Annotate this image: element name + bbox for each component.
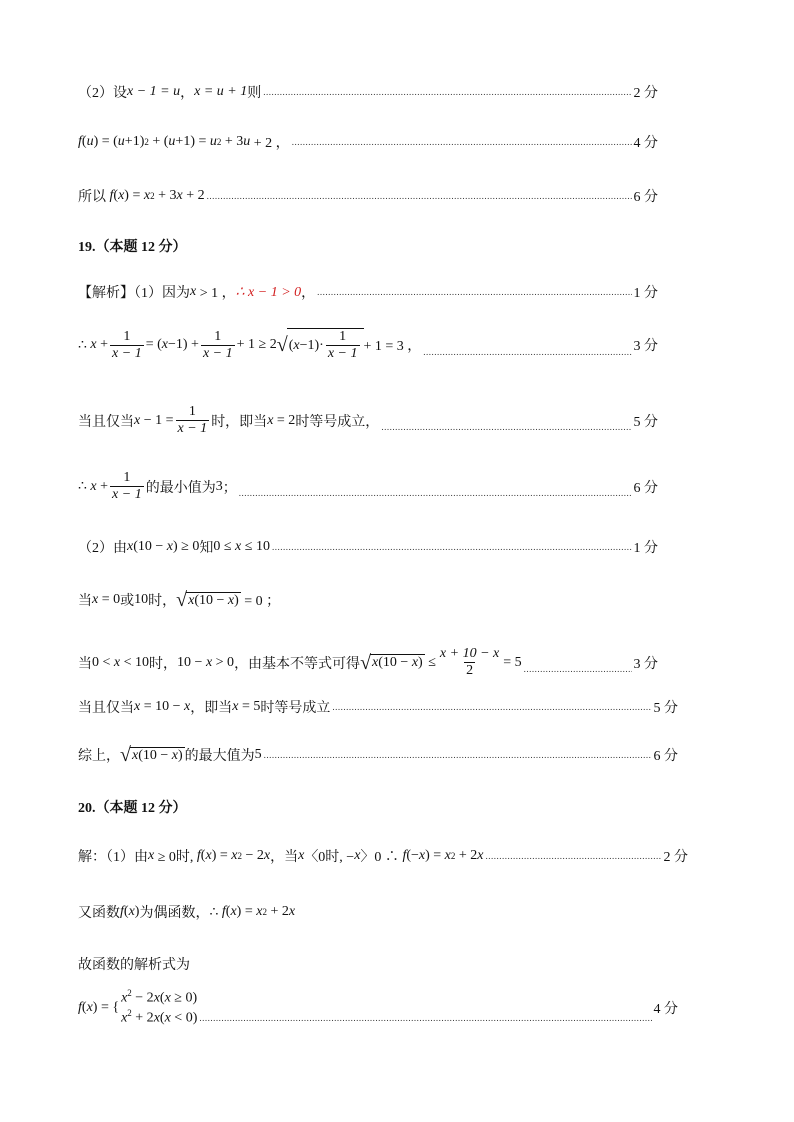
score-label: 4 分 xyxy=(633,136,658,151)
solution-line: f ( u ) = ( u +1) 2 + ( u +1) = u 2 + 3 u + 2 ， ..... 4 分 xyxy=(78,132,658,152)
score-label: 6 分 xyxy=(633,480,658,496)
score-label: 2 分 xyxy=(633,86,658,101)
question-heading: 19.（本题 12 分） xyxy=(78,240,187,255)
solution-line: （2）由 x (10 − x ) ≥ 0 知 0 ≤ x ≤ 10 ..... 1 分 xyxy=(78,537,658,557)
fraction: $\frac{1}{x - 1}$ xyxy=(177,404,208,437)
solution-line: （2）设 x − 1 = u ， x = u + 1 则 ..... 2 分 xyxy=(78,82,658,102)
solution-line: 又函数 f ( x ) 为偶函数， ∴ f ( x ) = x 2 + 2 x xyxy=(78,904,296,921)
question-heading: 20.（本题 12 分） xyxy=(78,801,187,816)
dot-leader xyxy=(239,486,632,500)
square-root: √ x (10 − x ) xyxy=(360,651,423,674)
solution-line: 【解析】（1）因为 x > 1 ， ∴ x − 1 > 0 ， ..... 1 分 xyxy=(78,282,658,302)
dot-leader xyxy=(524,662,632,676)
score-label: 1 分 xyxy=(633,541,658,556)
score-label: 3 分 xyxy=(633,656,658,672)
dot-leader xyxy=(332,700,651,714)
solution-line: 当 0 < x < 10 时， 10 − x > 0 ，由基本不等式可得 √ x (10 − x ) ≤ $\frac{x + 10 - x}{2}$ = 5 ..... 3 分 xyxy=(78,646,658,679)
solution-line: 当 x = 0 或 10 时， √ x (10 − x ) = 0 ； xyxy=(78,589,281,611)
solution-line: ∴ x + $\frac{1}{x - 1}$ = ( x −1) + $\frac{1}{x - 1}$ + 1 ≥ 2 √ ( x −1)· $\frac{1}{x - 1}$ + 1 = 3 ， ..... 3 分 xyxy=(78,328,658,362)
square-root: √ x (10 − x ) xyxy=(120,744,183,766)
fraction: $\frac{x + 10 - x}{2}$ xyxy=(439,646,500,679)
score-label: 3 分 xyxy=(633,339,658,355)
dot-leader xyxy=(264,748,652,762)
fraction: $\frac{1}{x - 1}$ xyxy=(112,328,142,361)
score-label: 6 分 xyxy=(653,749,678,764)
solution-line: 当且仅当 x = 10 − x ，即当 x = 5 时等号成立 ..... 5 分 xyxy=(78,697,678,717)
square-root: √ ( x −1)· $\frac{1}{x - 1}$ xyxy=(277,328,364,362)
solution-line: 所以 f ( x ) = x 2 + 3 x + 2 ..... 6 分 xyxy=(78,186,658,206)
dot-leader xyxy=(292,135,632,149)
dot-leader xyxy=(199,1011,651,1025)
dot-leader xyxy=(486,849,662,863)
score-label: 6 分 xyxy=(633,190,658,205)
dot-leader xyxy=(272,540,632,554)
math: x = u + 1 xyxy=(194,84,248,99)
fraction: $\frac{1}{x - 1}$ xyxy=(112,470,142,503)
solution-line: 当且仅当 x − 1 = $\frac{1}{x - 1}$ 时，即当 x = 2 时等号成立， ..... 5 分 xyxy=(78,404,658,437)
dot-leader xyxy=(207,189,632,203)
score-label: 1 分 xyxy=(633,286,658,301)
score-label: 2 分 xyxy=(663,850,688,865)
score-label: 5 分 xyxy=(633,414,658,430)
highlighted-math: ∴ x − 1 > 0 xyxy=(235,284,302,300)
math: f xyxy=(78,134,82,149)
score-label: 4 分 xyxy=(653,1001,678,1017)
math: f xyxy=(109,188,114,203)
dot-leader xyxy=(423,345,631,359)
solution-line: 综上， √ x (10 − x ) 的最大值为 5 ..... 6 分 xyxy=(78,745,678,765)
math: x − 1 = u xyxy=(127,84,181,99)
dot-leader xyxy=(263,85,631,99)
piecewise-cases: $x^2 - 2x(x \ge 0)$ $x^2 + 2x(x < 0)$ xyxy=(121,988,198,1026)
math: x xyxy=(190,284,197,299)
solution-line: 故函数的解析式为 xyxy=(78,958,190,973)
solution-line: f ( x ) = { $x^2 - 2x(x \ge 0)$ $x^2 + 2x(x < 0)$ ..... 4 分 xyxy=(78,988,678,1028)
dot-leader xyxy=(381,420,631,434)
fraction: $\frac{1}{x - 1}$ xyxy=(202,328,233,361)
dot-leader xyxy=(317,285,631,299)
score-label: 5 分 xyxy=(653,701,678,716)
solution-line: ∴ x + $\frac{1}{x - 1}$ 的最小值为 3 ； ..... 6 分 xyxy=(78,470,658,503)
square-root: √ x (10 − x ) xyxy=(176,589,239,611)
solution-line: 解：（1）由 x ≥ 0时, f ( x ) = x 2 − 2 x ，当 x 〈0时, − x 〉0 ∴ f (− x ) = x 2 + 2 x ..... 2 分 xyxy=(78,846,688,866)
